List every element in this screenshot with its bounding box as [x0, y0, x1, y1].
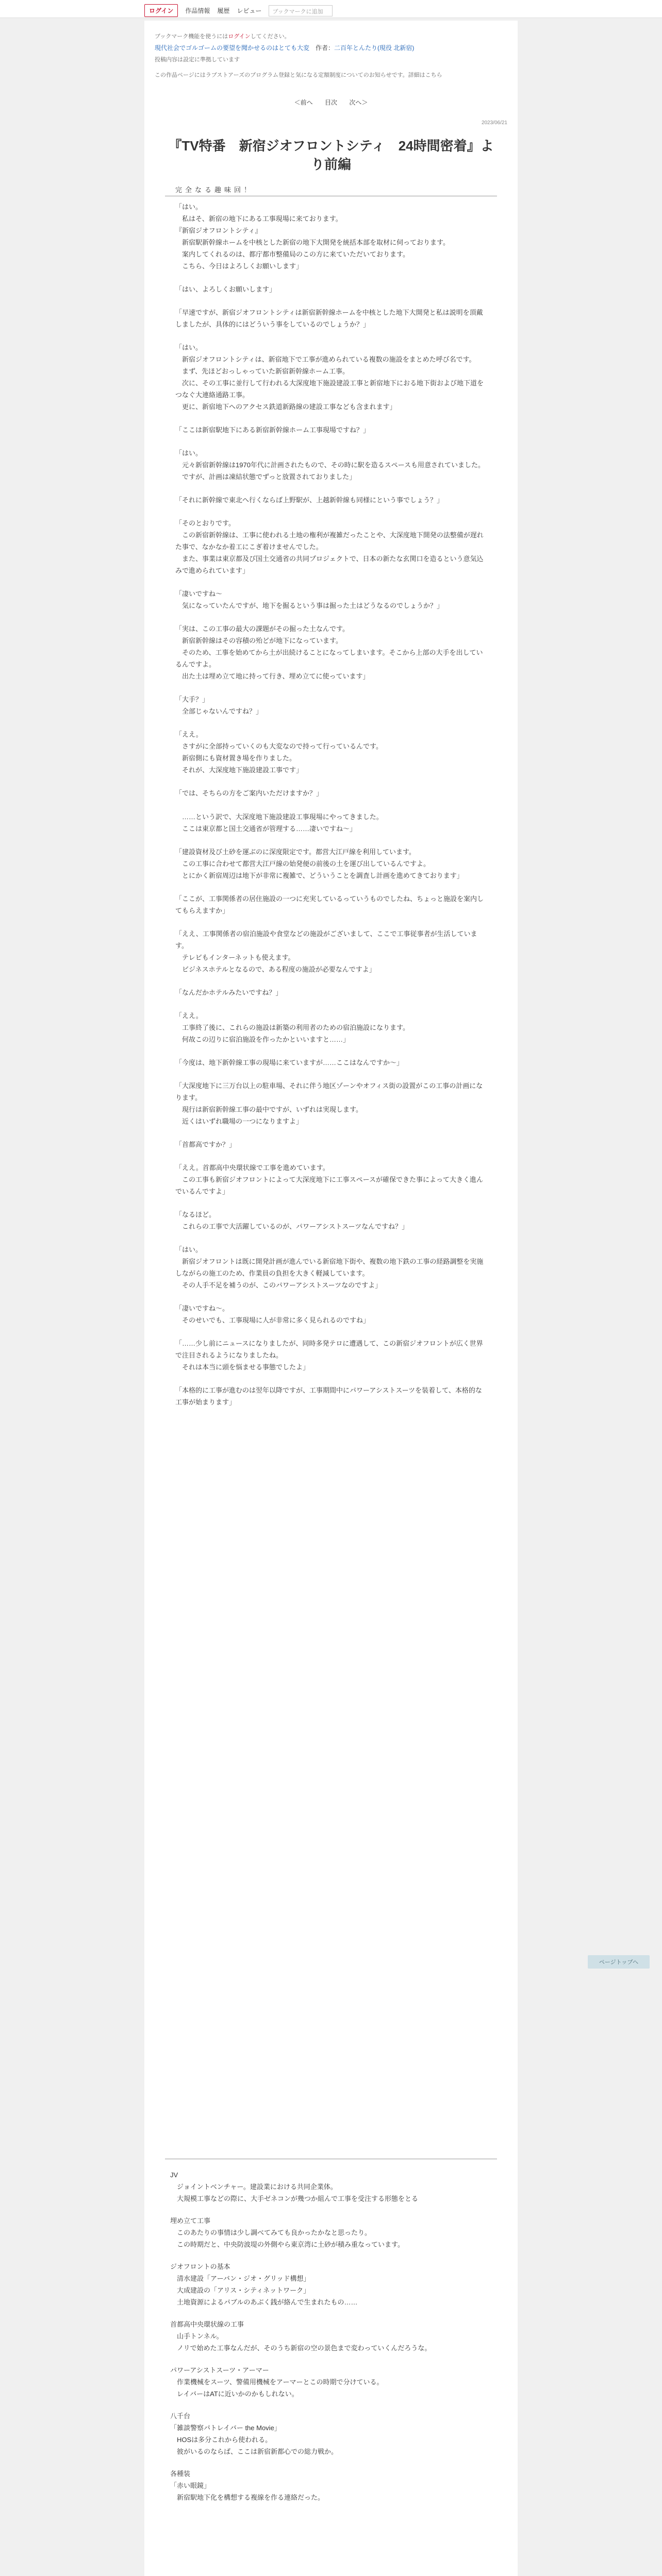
afterword [170, 2169, 492, 2514]
bookmark-notice: ブックマーク機能を使うにはログインしてください。 [155, 33, 290, 40]
index-link[interactable]: 目次 [324, 99, 337, 106]
body-paragraph: 「なるほど。 これらの工事で大活躍しているのが、パワーアシストスーツなんですね？」 [175, 1211, 409, 1230]
series-note: 投稿内容は設定に準拠しています [155, 57, 240, 63]
page-top-button[interactable]: ページトップへ [588, 1955, 650, 1969]
prev-chapter-link[interactable]: ＜前へ [294, 99, 313, 106]
body-paragraph: 「では、そちらの方をご案内いただけますか？」 ……という訳で、大深度地下施設建設工事現場にやってきました。 ここは東京都と国土交通省が管理する……凄いですね〜」 [175, 789, 383, 833]
chapter-body [175, 201, 487, 1419]
body-paragraph: 「凄いですね〜 気になっていたんですが、地下を掘るという事は掘った土はどうなるのでしょうか？」 [175, 590, 444, 609]
nav-works-info[interactable]: 作品情報 [185, 7, 210, 14]
body-paragraph: 「本格的に工事が進むのは翌年以降ですが、工事期間中にパワーアシストスーツを装着して、本格的な工事が始まります」 [175, 1386, 482, 1406]
login-button[interactable]: ログイン [144, 4, 178, 17]
body-paragraph: 「はい、よろしくお願いします」 [175, 285, 276, 293]
afterword-note: パワーアシストスーツ・アーマー 作業機械をスーツ、警備用機械をアーマーとこの時期で分けている。 レイバーはATに近いかのかもしれない。 [170, 2366, 384, 2398]
body-paragraph: 「……少し前にニュースになりましたが、同時多発テロに遭遇して、この新宿ジオフロントが広く世界で注目されるようになりましたね。 それは本当に頭を悩ませる事態でしたよ」 [175, 1340, 483, 1371]
body-paragraph: 「そのとおりです。 この新宿新幹線は、工事に使われる土地の権利が複雑だったことや、大深度地下開発の法整備が遅れた事で、なかなか着工にこぎ着けませんでした。 また、事業は東京都及び国土交通省の共同プロジェクトで、日本の新たな玄関口を造るという意気込みで進められています」 [175, 519, 484, 574]
login-link[interactable]: ログイン [228, 33, 251, 40]
body-paragraph: 「大深度地下に三万台以上の駐車場、それに伴う地区ゾーンやオフィス街の設置がこの工事の計画になります。 現行は新宿新幹線工事の最中ですが、いずれは実現します。 近くはいずれ職場の一つになりますよ」 [175, 1082, 483, 1125]
body-paragraph: 「大手？」 全部じゃないんですね？」 [175, 696, 263, 715]
body-paragraph: 「実は、この工事の最大の課題がその掘った土なんです。 新宿新幹線はその容積の殆どが地下になっています。 そのため、工事を始めてから土が出続けることになってしまいます。そこから上部の大手を出しているんですよ。 出た土は埋め立て地に持って行き、埋め立てに使っています」 [175, 625, 483, 680]
chapter-subtitle: 完全なる趣味回！ [175, 186, 254, 194]
body-paragraph: 「建設資材及び土砂を運ぶのに深度限定です。都営大江戸線を利用しています。 この工事に合わせて都営大江戸線の始発便の前後の土を運び出しているんですよ。 とにかく新宿周辺は地下が非常に複雑で、どういうことを調査し計画を進めてきております」 [175, 848, 464, 879]
chapter-title: 『TV特番 新宿ジオフロントシティ 24時間密着』より前編 [168, 138, 494, 172]
next-chapter-link[interactable]: 次へ＞ [349, 99, 368, 106]
afterword-note: 埋め立て工事 このあたりの事情は少し調べてみても良かったかなと思ったり。 この時期だと、中央防波堤の外側やら東京湾に土砂が積み重なっています。 [170, 2217, 404, 2248]
body-paragraph: 「首都高ですか？」 [175, 1141, 236, 1148]
bookmark-add-button[interactable]: ブックマークに追加 [269, 5, 333, 16]
body-paragraph: 「ええ。首都高中央環状線で工事を進めています。 この工事も新宿ジオフロントによって大深度地下に工事スペースが確保できた事によって大きく進んでいるんですよ」 [175, 1164, 483, 1195]
body-paragraph: 「はい。 元々新宿新幹線は1970年代に計画されたもので、その時に駅を造るスペースも用意されていました。 ですが、計画は凍結状態でずっと放置されておりました」 [175, 449, 485, 481]
main-content [144, 21, 518, 2576]
body-paragraph: 「ええ。 さすがに全部持っていくのも大変なので持って行っているんです。 新宿側にも資材置き場を作りました。 それが、大深度地下施設建設工事です」 [175, 731, 383, 774]
afterword-note: 各種装 「赤い眼鏡」 新宿駅地下化を構想する複線を作る連絡だった。 [170, 2470, 325, 2501]
body-paragraph: 「早速ですが、新宿ジオフロントシティは新宿新幹線ホームを中核とした地下大開発と私は説明を頂戴しましたが、具体的にはどういう事をしているのでしょうか？」 [175, 309, 483, 328]
info-notice: この作品ページにはラブストアーズのプログラム登録と気になる定額制度についてのお知らせです。詳細はこちら [155, 72, 442, 78]
body-paragraph: 「ここは新宿駅地下にある新宿新幹線ホーム工事現場ですね？」 [175, 426, 370, 434]
body-paragraph: 「ええ、工事関係者の宿泊施設や食堂などの施設がございまして、ここで工事従事者が生活しています。 テレビもインターネットも使えます。 ビジネスホテルとなるので、ある程度の施設が必要なんですよ」 [175, 930, 477, 973]
top-navigation-bar [0, 0, 662, 18]
afterword-note: 八千台 「雑談警察パトレイバー the Movie」 HOSは多分これから使われる。 彼がいるのならば、ここは新宿新都心での総力戦か。 [170, 2412, 338, 2455]
body-paragraph: 「凄いですね〜。 そのせいでも、工事現場に人が非常に多く見られるのですね」 [175, 1304, 370, 1324]
body-paragraph: 「はい。 新宿ジオフロントは既に開発計画が進んでいる新宿地下街や、複数の地下鉄の工事の経路調整を実施しながらの施工のため、作業員の負担を大きく軽減しています。 その人手不足を補うのが、このパワーアシストスーツなのですよ」 [175, 1246, 484, 1289]
body-paragraph: 「ここが、工事関係者の居住施設の一つに充実しているっていうものでしたね、ちょっと施設を案内してもらえますか」 [175, 895, 484, 914]
author-link[interactable]: 二百年とんたり(現役 北新宿) [334, 44, 415, 52]
chapter-pager-top [144, 98, 518, 107]
series-header: ブックマーク機能を使うにはログインしてください。 現代社会でゴルゴームの要望を聞かせるのはとても大変 作者：二百年とんたり(現役 北新宿) 投稿内容は設定に準拠しています この作品ページにはラブストアーズのプログラム登録と気になる定額制度についてのお知らせです。詳細はこちら [155, 32, 507, 82]
body-paragraph: 「ええ。 工事終了後に、これらの施設は新築の利用者のための宿泊施設になります。 何故この辺りに宿泊施設を作ったかといいますと……」 [175, 1012, 409, 1043]
nav-history[interactable]: 履歴 [217, 7, 230, 14]
body-paragraph: 「それに新幹線で東北へ行くならば上野駅が、上越新幹線も同様にという事でしょう？」 [175, 496, 444, 504]
afterword-note: ジオフロントの基本 清水建設「アーバン・ジオ・グリッド構想」 大成建設の「アリス・シティネットワーク」 土地資源によるパブルのあぶく銭が絡んで生まれたもの…… [170, 2263, 358, 2306]
body-paragraph: 「なんだかホテルみたいですね？」 [175, 989, 283, 996]
series-title-link[interactable]: 現代社会でゴルゴームの要望を聞かせるのはとても大変 [155, 44, 310, 52]
post-date: 2023/06/21 [481, 120, 507, 126]
body-paragraph: 「はい。 新宿ジオフロントシティは、新宿地下で工事が進められている複数の施設をまとめた呼び名です。 まず、先ほどおっしゃっていた新宿新幹線ホーム工事。 次に、その工事に並行して行われる大深度地下施設建設工事と新宿地下におる地下街および地下道をつなぐ大連絡通路工事。 更に、新宿地下へのアクセス鉄道新路線の建設工事なども含まれます」 [175, 344, 484, 411]
nav-review[interactable]: レビュー [237, 7, 262, 14]
afterword-note: JV ジョイントベンチャー。建設業における共同企業体。 大規模工事などの際に、大手ゼネコンが幾つか組んで工事を受注する形態をとる [170, 2171, 419, 2202]
body-paragraph: 「はい。 私はそ、新宿の地下にある工事現場に来ております。 『新宿ジオフロントシティ』 新宿駅新幹線ホームを中核とした新宿の地下大開発を統括本部を取材に伺っております。 案内してくれるのは、都庁都市整備局のこの方に来ていただいております。 こちら、今日はよろしくお願いします」 [175, 203, 450, 270]
body-paragraph: 「今度は、地下新幹線工事の現場に来ていますが……ここはなんですか〜」 [175, 1059, 404, 1066]
afterword-note: 首都高中央環状線の工事 山手トンネル。 ノリで始めた工事なんだが、そのうち新宿の空の景色まで変わっていくんだろうな。 [170, 2320, 432, 2352]
